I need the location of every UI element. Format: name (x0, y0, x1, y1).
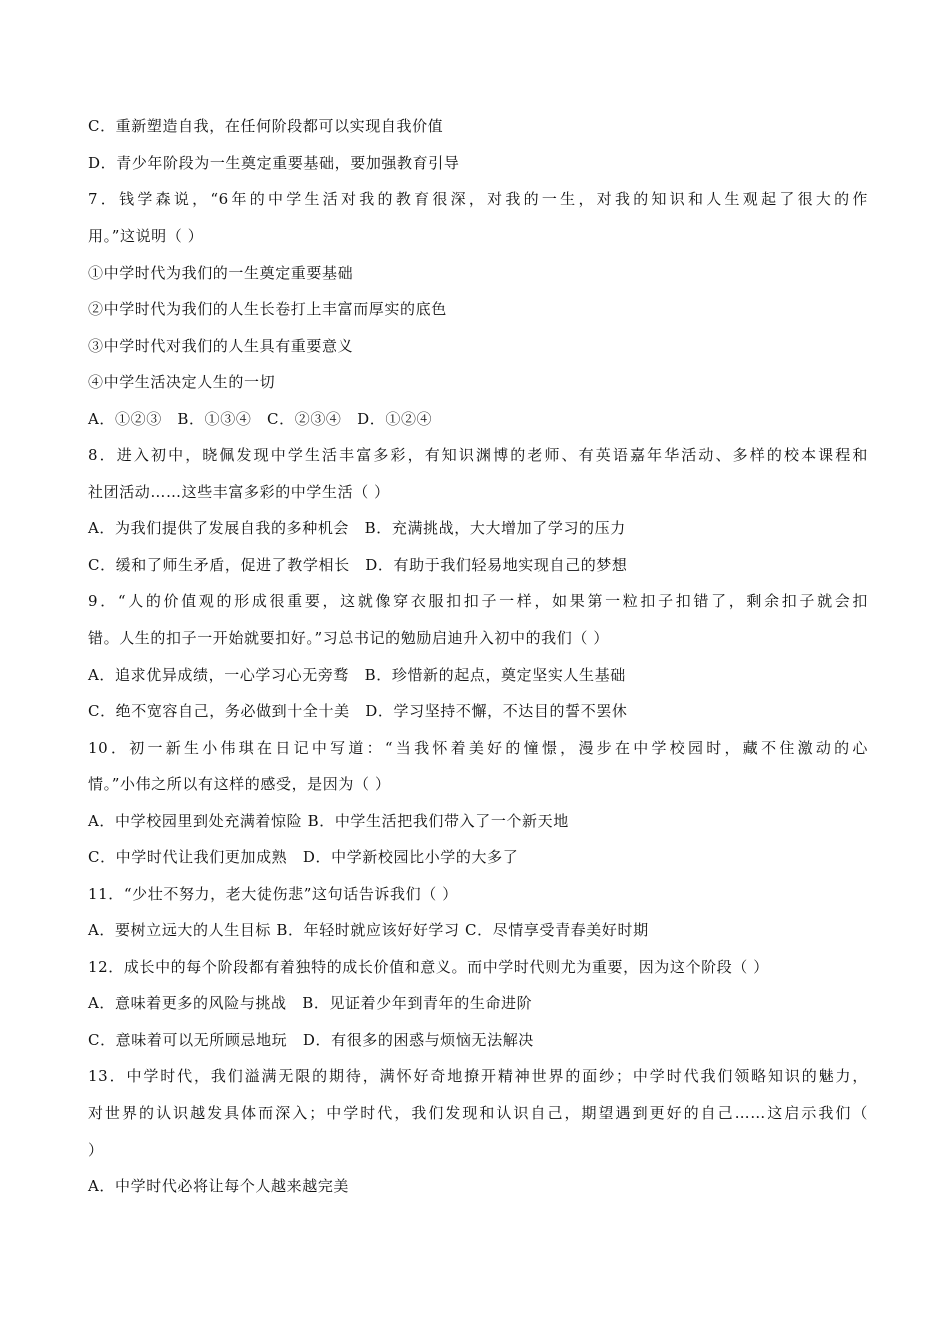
question-8-stem-line-1: 8．进入初中，晓佩发现中学生活丰富多彩，有知识渊博的老师、有英语嘉年华活动、多样的校本课程和 (88, 446, 868, 464)
question-13-option-a: A．中学时代必将让每个人越来越完美 (88, 1177, 350, 1195)
question-7-stem-line-2: 用。”这说明（ ） (88, 227, 204, 245)
question-11-options: A．要树立远大的人生目标 B．年轻时就应该好好学习 C．尽情享受青春美好时期 (88, 921, 649, 939)
question-10-options-ab: A．中学校园里到处充满着惊险 B．中学生活把我们带入了一个新天地 (88, 812, 569, 830)
option-6c: C．重新塑造自我，在任何阶段都可以实现自我价值 (88, 117, 444, 135)
question-12-stem: 12．成长中的每个阶段都有着独特的成长价值和意义。而中学时代则尤为重要，因为这个阶段（ ） (88, 958, 769, 976)
question-7-statement-2: ②中学时代为我们的人生长卷打上丰富而厚实的底色 (88, 300, 447, 318)
question-9-stem-line-2: 错。人生的扣子一开始就要扣好。”习总书记的勉励启迪升入初中的我们（ ） (88, 629, 609, 647)
question-13-stem-line-1: 13．中学时代，我们溢满无限的期待，满怀好奇地撩开精神世界的面纱；中学时代我们领略知识的魅力， (88, 1067, 868, 1085)
question-9-stem-line-1: 9．“人的价值观的形成很重要，这就像穿衣服扣扣子一样，如果第一粒扣子扣错了，剩余扣子就会扣 (88, 592, 868, 610)
question-10-stem-line-1: 10．初一新生小伟琪在日记中写道：“当我怀着美好的憧憬，漫步在中学校园时，藏不住激动的心 (88, 739, 868, 757)
question-7-statement-1: ①中学时代为我们的一生奠定重要基础 (88, 264, 354, 282)
question-7-stem-line-1: 7．钱学森说，“6年的中学生活对我的教育很深，对我的一生，对我的知识和人生观起了很大的作 (88, 190, 868, 208)
question-8-stem-line-2: 社团活动……这些丰富多彩的中学生活（ ） (88, 483, 390, 501)
question-10-options-cd: C．中学时代让我们更加成熟 D．中学新校园比小学的大多了 (88, 848, 519, 866)
question-9-options-cd: C．绝不宽容自己，务必做到十全十美 D．学习坚持不懈，不达目的誓不罢休 (88, 702, 628, 720)
question-11-stem: 11．“少壮不努力，老大徒伤悲”这句话告诉我们（ ） (88, 885, 458, 903)
question-9-options-ab: A．追求优异成绩，一心学习心无旁骛 B．珍惜新的起点，奠定坚实人生基础 (88, 666, 626, 684)
question-8-options-cd: C．缓和了师生矛盾，促进了教学相长 D．有助于我们轻易地实现自己的梦想 (88, 556, 628, 574)
question-7-options: A．①②③ B．①③④ C．②③④ D．①②④ (88, 410, 433, 428)
question-12-options-ab: A．意味着更多的风险与挑战 B．见证着少年到青年的生命进阶 (88, 994, 533, 1012)
option-6d: D．青少年阶段为一生奠定重要基础，要加强教育引导 (88, 154, 460, 172)
question-13-stem-line-3: ） (88, 1141, 104, 1159)
question-7-statement-3: ③中学时代对我们的人生具有重要意义 (88, 337, 354, 355)
question-10-stem-line-2: 情。”小伟之所以有这样的感受，是因为（ ） (88, 775, 391, 793)
question-12-options-cd: C．意味着可以无所顾忌地玩 D．有很多的困惑与烦恼无法解决 (88, 1031, 534, 1049)
question-13-stem-line-2: 对世界的认识越发具体而深入；中学时代，我们发现和认识自己，期望遇到更好的自己……这启示我们（ (88, 1104, 868, 1122)
question-7-statement-4: ④中学生活决定人生的一切 (88, 373, 276, 391)
question-8-options-ab: A．为我们提供了发展自我的多种机会 B．充满挑战，大大增加了学习的压力 (88, 519, 626, 537)
